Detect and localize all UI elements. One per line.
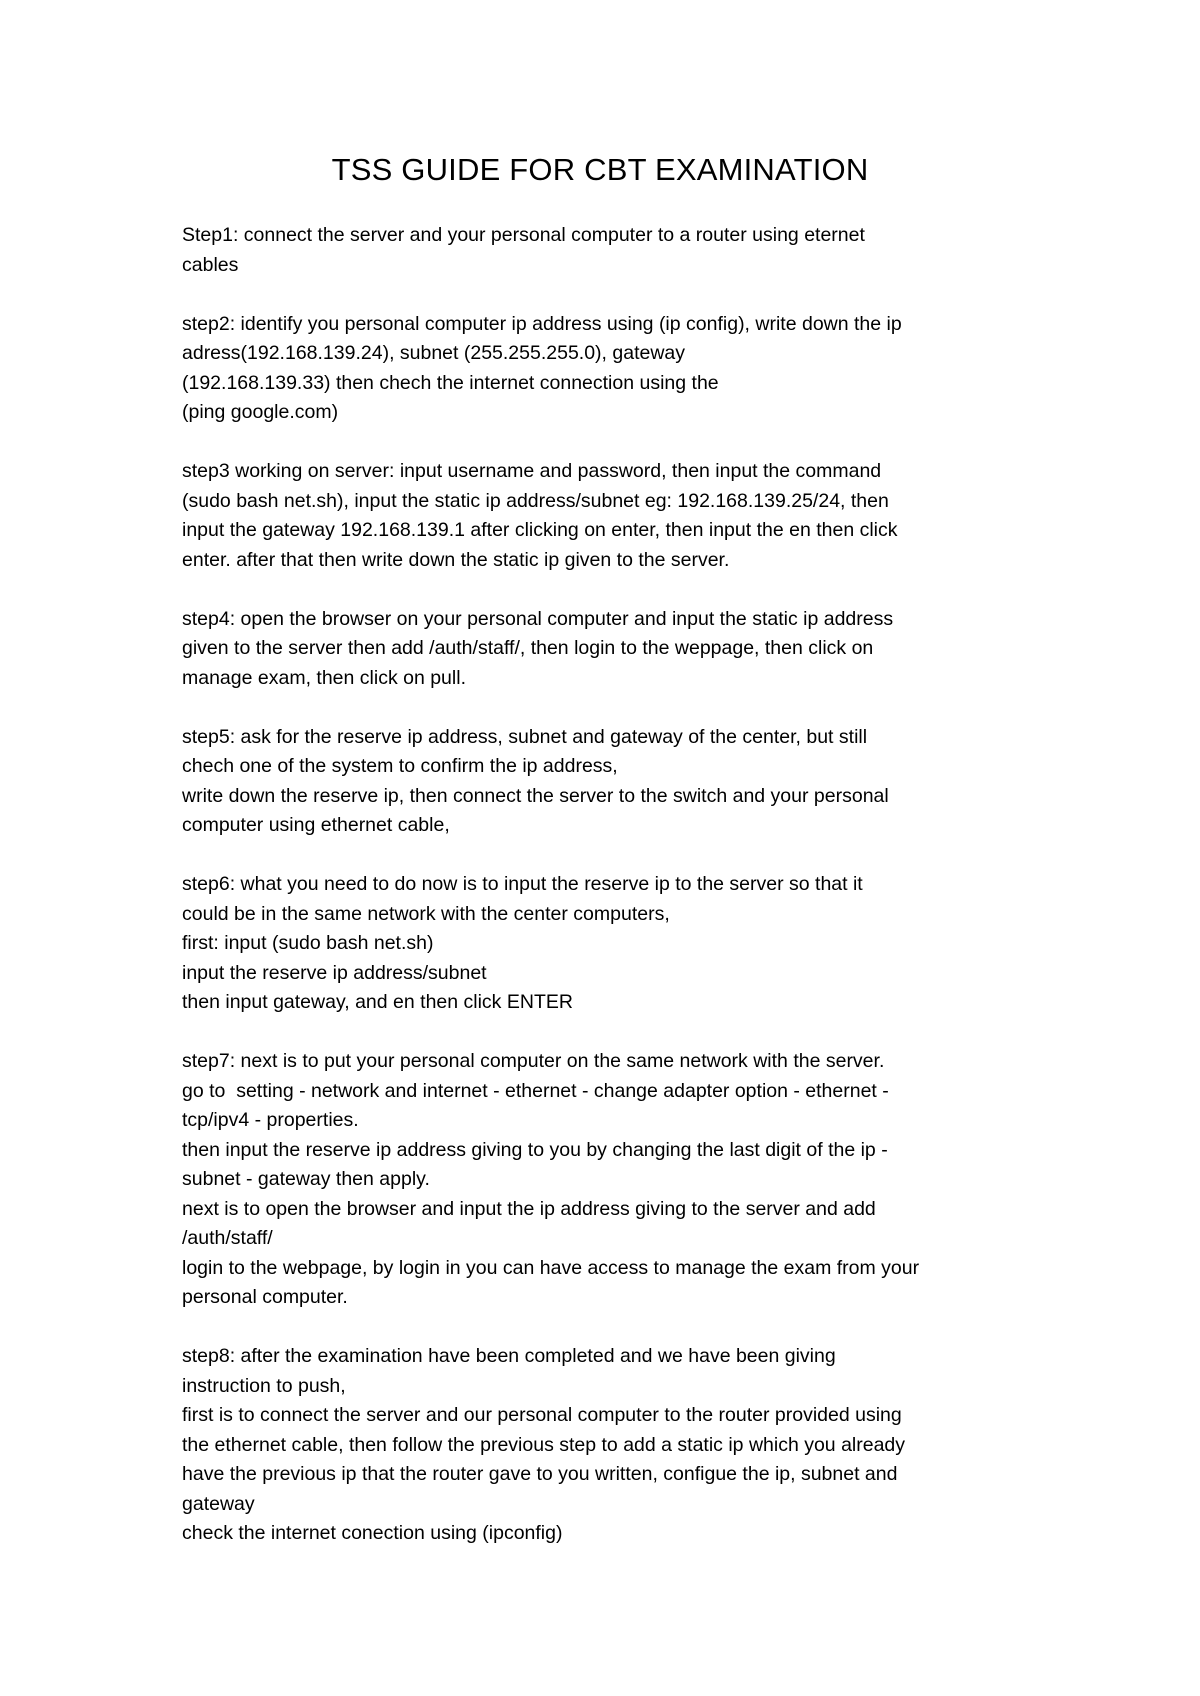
text-line: input the reserve ip address/subnet [182, 961, 487, 984]
text-line: step8: after the examination have been completed and we have been giving [182, 1345, 836, 1367]
step-paragraph [182, 723, 1042, 841]
step-paragraph [182, 221, 1042, 280]
text-line: step4: open the browser on your personal computer and input the static ip address [182, 607, 894, 630]
text-line: step5: ask for the reserve ip address, subnet and gateway of the center, but still [182, 725, 868, 748]
text-line: then input gateway, and en then click ENTER [182, 991, 573, 1013]
text-line: computer using ethernet cable, [182, 814, 450, 836]
text-line: adress(192.168.139.24), subnet (255.255.255.0), gateway [182, 342, 686, 364]
text-line: go to setting - network and internet - ethernet - change adapter option - ethernet - [182, 1079, 889, 1102]
text-line: (192.168.139.33) then chech the internet connection using the [182, 371, 719, 394]
text-line: write down the reserve ip, then connect the server to the switch and your personal [182, 784, 889, 807]
text-line: could be in the same network with the center computers, [182, 902, 670, 925]
text-line: login to the webpage, by login in you can have access to manage the exam from your [182, 1256, 920, 1279]
text-line: Step1: connect the server and your personal computer to a router using eternet [182, 224, 865, 246]
text-line: /auth/staff/ [182, 1227, 273, 1249]
step-paragraph [182, 310, 1042, 428]
text-line: input the gateway 192.168.139.1 after clicking on enter, then input the en then click [182, 519, 898, 541]
step-paragraph [182, 870, 1042, 1018]
text-line: the ethernet cable, then follow the previous step to add a static ip which you already [182, 1433, 906, 1456]
text-line: (sudo bash net.sh), input the static ip address/subnet eg: 192.168.139.25/24, then [182, 489, 889, 512]
text-line: have the previous ip that the router gave to you written, configue the ip, subnet and [182, 1463, 898, 1485]
text-line: check the internet conection using (ipconfig) [182, 1522, 563, 1544]
text-line: next is to open the browser and input the ip address giving to the server and add [182, 1197, 876, 1220]
step-paragraph [182, 1342, 1042, 1549]
document-body [182, 221, 1042, 1578]
text-line: instruction to push, [182, 1374, 346, 1397]
text-line: first is to connect the server and our personal computer to the router provided using [182, 1404, 902, 1426]
text-line: first: input (sudo bash net.sh) [182, 932, 434, 954]
text-line: tcp/ipv4 - properties. [182, 1109, 359, 1131]
text-line: (ping google.com) [182, 401, 339, 423]
step-paragraph [182, 1047, 1042, 1313]
step-paragraph [182, 457, 1042, 575]
document-title: TSS GUIDE FOR CBT EXAMINATION [331, 152, 869, 187]
text-line: step7: next is to put your personal computer on the same network with the server. [182, 1050, 885, 1072]
text-line: then input the reserve ip address giving to you by changing the last digit of the ip - [182, 1138, 888, 1161]
step-paragraph [182, 605, 1042, 694]
text-line: personal computer. [182, 1286, 348, 1308]
text-line: cables [182, 253, 239, 276]
text-line: gateway [182, 1492, 255, 1515]
text-line: step2: identify you personal computer ip address using (ip config), write down the ip [182, 312, 902, 335]
text-line: enter. after that then write down the static ip given to the server. [182, 548, 730, 571]
text-line: chech one of the system to confirm the ip address, [182, 755, 618, 777]
text-line: subnet - gateway then apply. [182, 1168, 430, 1190]
text-line: step3 working on server: input username and password, then input the command [182, 460, 882, 482]
text-line: given to the server then add /auth/staff/, then login to the weppage, then click on [182, 637, 874, 659]
text-line: step6: what you need to do now is to input the reserve ip to the server so that it [182, 873, 863, 895]
text-line: manage exam, then click on pull. [182, 666, 466, 689]
